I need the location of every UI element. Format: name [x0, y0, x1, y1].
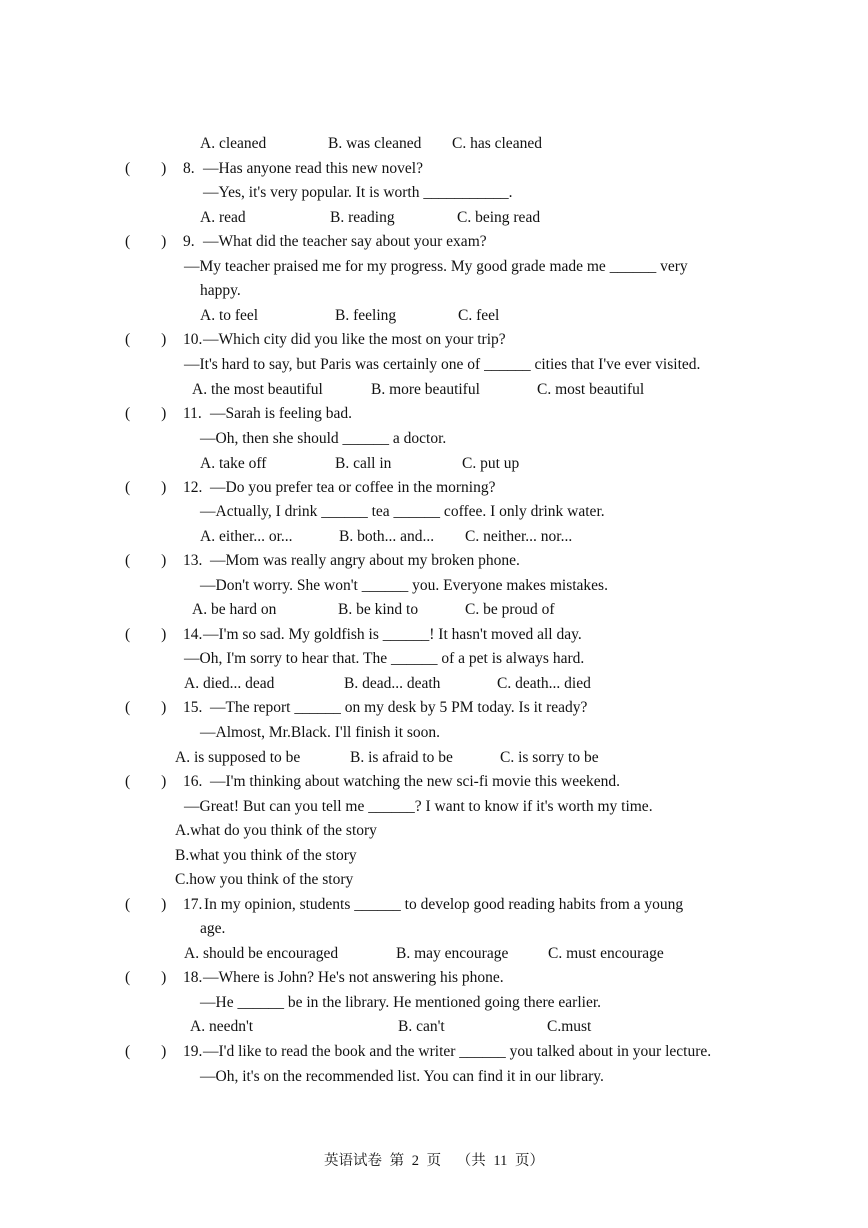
- option-a: A. needn't: [190, 1018, 254, 1035]
- question-line: —Almost, Mr.Black. I'll finish it soon.: [200, 724, 441, 741]
- question-line: —I'd like to read the book and the writer ______ you talked about in your lecture.: [203, 1043, 712, 1060]
- question-line: —I'm thinking about watching the new sci-fi movie this weekend.: [210, 773, 621, 790]
- option-b: B. can't: [398, 1018, 445, 1035]
- question-line: In my opinion, students ______ to develop good reading habits from a young: [204, 896, 684, 913]
- option-b: B. be kind to: [338, 601, 419, 618]
- question-number: 15.: [183, 699, 203, 716]
- q7-option-c: C. has cleaned: [452, 135, 542, 152]
- option-c: C. neither... nor...: [465, 528, 573, 545]
- question-line: —Do you prefer tea or coffee in the morning?: [210, 479, 496, 496]
- footer-total-pages: 11: [493, 1153, 508, 1169]
- question-number: 18.: [183, 969, 203, 986]
- footer-total-open: （共: [456, 1153, 486, 1169]
- option-a: A. to feel: [200, 307, 259, 324]
- question-number: 17.: [183, 896, 203, 913]
- option-a: A. read: [200, 209, 246, 226]
- answer-blank[interactable]: ( ): [125, 1043, 167, 1060]
- answer-blank[interactable]: ( ): [125, 160, 167, 177]
- option-a: A. the most beautiful: [192, 381, 323, 398]
- option-c: C. put up: [462, 455, 520, 472]
- answer-blank[interactable]: ( ): [125, 479, 167, 496]
- option-c: C. death... died: [497, 675, 591, 692]
- answer-blank[interactable]: ( ): [125, 405, 167, 422]
- question-number: 13.: [183, 552, 203, 569]
- question-number: 9.: [183, 233, 195, 250]
- question-line: —Oh, then she should ______ a doctor.: [200, 430, 447, 447]
- option-c: C. being read: [457, 209, 541, 226]
- question-line: —My teacher praised me for my progress. My good grade made me ______ very: [184, 258, 688, 275]
- question-line: —Sarah is feeling bad.: [210, 405, 353, 422]
- question-line: happy.: [200, 282, 241, 299]
- question-line: —It's hard to say, but Paris was certainly one of ______ cities that I've ever visited.: [184, 356, 701, 373]
- q7-option-a: A. cleaned: [200, 135, 267, 152]
- option-c: C. must encourage: [548, 945, 664, 962]
- option-b: B. both... and...: [339, 528, 435, 545]
- question-line: —Yes, it's very popular. It is worth ___________.: [203, 184, 513, 201]
- question-line: —Which city did you like the most on your trip?: [203, 331, 506, 348]
- option-c: C. is sorry to be: [500, 749, 599, 766]
- option-c: C.how you think of the story: [175, 871, 354, 888]
- question-number: 8.: [183, 160, 195, 177]
- question-line: —Mom was really angry about my broken phone.: [210, 552, 520, 569]
- question-line: —What did the teacher say about your exam?: [203, 233, 487, 250]
- question-line: —I'm so sad. My goldfish is ______! It hasn't moved all day.: [203, 626, 582, 643]
- option-a: A.what do you think of the story: [175, 822, 377, 839]
- option-b: B. is afraid to be: [350, 749, 453, 766]
- option-b: B.what you think of the story: [175, 847, 357, 864]
- question-line: —Oh, it's on the recommended list. You can find it in our library.: [200, 1068, 604, 1085]
- question-number: 14.: [183, 626, 203, 643]
- answer-blank[interactable]: ( ): [125, 626, 167, 643]
- option-b: B. call in: [335, 455, 392, 472]
- option-b: B. may encourage: [396, 945, 509, 962]
- answer-blank[interactable]: ( ): [125, 969, 167, 986]
- page-footer: [0, 1151, 868, 1171]
- footer-subject: 英语试卷: [324, 1153, 383, 1169]
- option-c: C.must: [547, 1018, 592, 1035]
- answer-blank[interactable]: ( ): [125, 896, 167, 913]
- answer-blank[interactable]: ( ): [125, 331, 167, 348]
- question-line: —The report ______ on my desk by 5 PM today. Is it ready?: [210, 699, 588, 716]
- option-b: B. dead... death: [344, 675, 441, 692]
- footer-ye: 页: [426, 1153, 442, 1169]
- footer-di: 第: [389, 1153, 405, 1169]
- answer-blank[interactable]: ( ): [125, 552, 167, 569]
- question-number: 10.: [183, 331, 203, 348]
- question-line: —Great! But can you tell me ______? I want to know if it's worth my time.: [184, 798, 653, 815]
- answer-blank[interactable]: ( ): [125, 773, 167, 790]
- q7-option-b: B. was cleaned: [328, 135, 422, 152]
- question-number: 16.: [183, 773, 203, 790]
- option-b: B. more beautiful: [371, 381, 480, 398]
- question-line: —Oh, I'm sorry to hear that. The ______ of a pet is always hard.: [184, 650, 585, 667]
- answer-blank[interactable]: ( ): [125, 699, 167, 716]
- question-line: —Has anyone read this new novel?: [203, 160, 423, 177]
- question-line: —Don't worry. She won't ______ you. Everyone makes mistakes.: [200, 577, 608, 594]
- option-a: A. either... or...: [200, 528, 293, 545]
- question-number: 19.: [183, 1043, 203, 1060]
- option-c: C. most beautiful: [537, 381, 645, 398]
- option-a: A. should be encouraged: [184, 945, 339, 962]
- option-c: C. be proud of: [465, 601, 555, 618]
- option-a: A. is supposed to be: [175, 749, 301, 766]
- option-b: B. feeling: [335, 307, 397, 324]
- option-a: A. died... dead: [184, 675, 275, 692]
- question-number: 12.: [183, 479, 203, 496]
- question-line: —He ______ be in the library. He mentioned going there earlier.: [200, 994, 602, 1011]
- answer-blank[interactable]: ( ): [125, 233, 167, 250]
- option-a: A. take off: [200, 455, 267, 472]
- question-line: —Actually, I drink ______ tea ______ coffee. I only drink water.: [200, 503, 605, 520]
- option-a: A. be hard on: [192, 601, 277, 618]
- footer-page-number: 2: [411, 1153, 420, 1169]
- question-line: age.: [200, 920, 226, 937]
- question-number: 11.: [183, 405, 202, 422]
- option-b: B. reading: [330, 209, 395, 226]
- option-c: C. feel: [458, 307, 500, 324]
- question-line: —Where is John? He's not answering his phone.: [203, 969, 504, 986]
- footer-total-close: 页）: [514, 1153, 544, 1169]
